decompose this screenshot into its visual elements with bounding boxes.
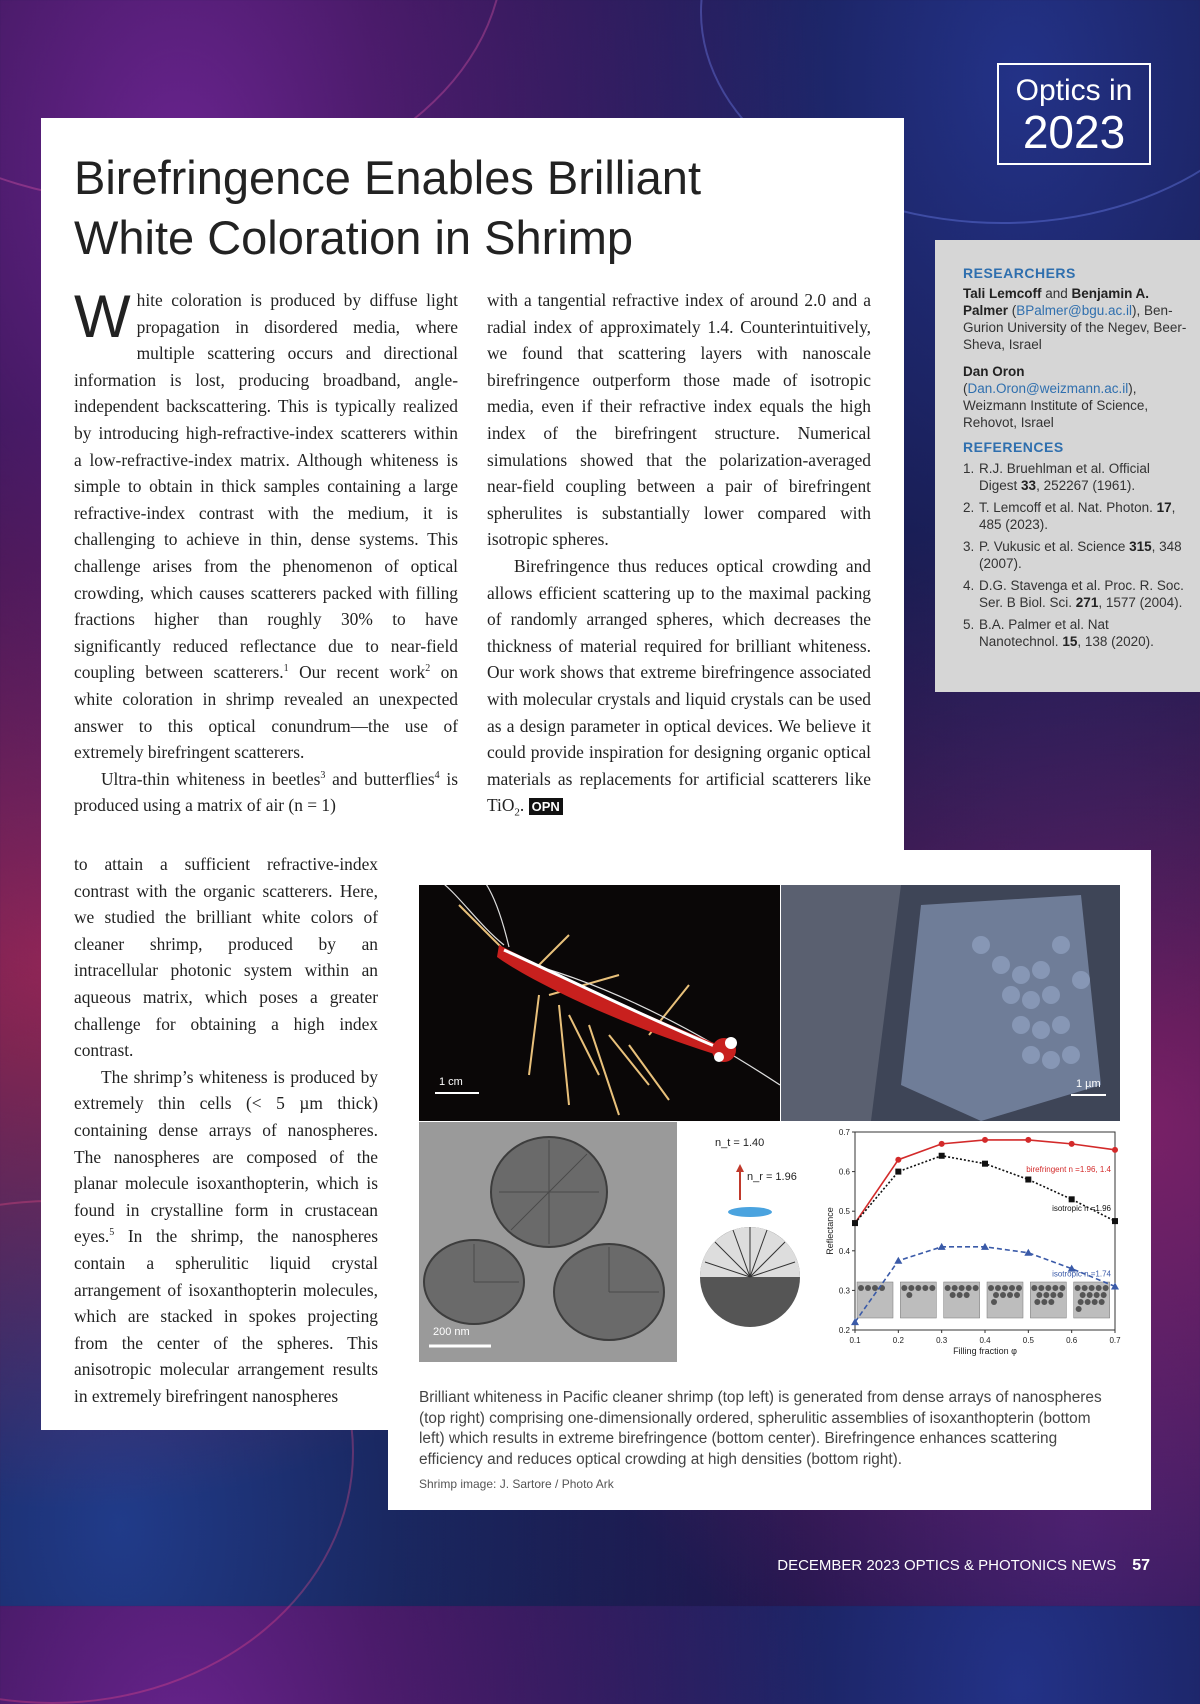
reference-number: 1.	[963, 461, 975, 476]
text: on white coloration in shrimp revealed an unexpected answer to this optical conundrum—the use of extremely birefringent scatterers.	[74, 662, 458, 763]
x-axis-label: Filling fraction φ	[953, 1346, 1017, 1356]
packing-sphere	[1076, 1306, 1082, 1312]
packing-sphere	[1045, 1285, 1051, 1291]
x-tick-label: 0.5	[1022, 1336, 1034, 1345]
sem-micrograph	[781, 885, 1120, 1121]
optics-in-2023-badge	[997, 63, 1151, 165]
y-tick-label: 0.4	[838, 1246, 850, 1256]
legend-label: birefringent n =1.96, 1.4	[1026, 1164, 1111, 1174]
drop-cap: W	[74, 283, 131, 350]
reference-number: 5.	[963, 617, 975, 632]
footer-publication: DECEMBER 2023 OPTICS & PHOTONICS NEWS	[777, 1557, 1117, 1574]
data-point	[982, 1161, 988, 1167]
packing-sphere	[1057, 1292, 1063, 1298]
packing-sphere	[865, 1285, 871, 1291]
tem-micrograph	[419, 1122, 677, 1362]
citation: 3	[320, 769, 326, 781]
packing-sphere	[966, 1285, 972, 1291]
packing-sphere	[1087, 1292, 1093, 1298]
citation: 2	[425, 663, 431, 675]
data-point	[982, 1137, 988, 1143]
packing-sphere	[1009, 1285, 1015, 1291]
paragraph	[74, 766, 458, 819]
packing-sphere	[1096, 1285, 1102, 1291]
packing-sphere	[858, 1285, 864, 1291]
page-footer	[777, 1557, 1150, 1575]
y-tick-label: 0.6	[838, 1167, 850, 1177]
citation: 1	[283, 663, 289, 675]
text: with a tangential refractive index of around 2.0 and a radial index of approximately 1.4. Counterintuitively, we found that scattering layers with nanoscale birefringence outperform those made of isotropic media, even if their refractive index equals the high index of the birefringent structure. Numerical simulations showed that the polarization-averaged near-field coupling between a pair of birefringent spherulites is substantially lower compared with isotropic spheres.	[487, 290, 871, 550]
text: hite coloration is produced by diffuse light propagation in disordered media, where multiple scattering occurs and directional information is lost, producing broadband, angle-independent backscattering. This is typically realized by introducing high-refractive-index scatterers within a low-refractive-index matrix. Although whiteness is simple to obtain in thick samples containing a large refractive-index contrast with the medium, it is challenging to achieve in thin, dense systems. This challenge arises from the phenomenon of optical crowding, which causes scatterers packed with filling fractions higher than roughly 30% to have significantly reduced reflectance due to near-field coupling between scatterers.	[74, 290, 458, 683]
packing-sphere	[1080, 1292, 1086, 1298]
packing-sphere	[1034, 1299, 1040, 1305]
packing-sphere	[1014, 1292, 1020, 1298]
text: and	[1041, 286, 1072, 301]
data-point	[895, 1157, 901, 1163]
opn-end-mark: OPN	[529, 798, 563, 815]
reference-volume: 33	[1021, 478, 1037, 493]
packing-sphere	[1059, 1285, 1065, 1291]
packing-sphere	[1052, 1285, 1058, 1291]
packing-sphere	[1041, 1299, 1047, 1305]
subscript: 2	[514, 806, 520, 819]
affiliation: Ben-Gurion University of the Negev, Beer-Sheva, Israel	[963, 303, 1187, 352]
figure-caption: Brilliant whiteness in Pacific cleaner shrimp (top left) is generated from dense arrays of nanospheres (top right) comprising one-dimensionally ordered, spherulitic assemblies of isoxanthopterin (bottom left) which results in extreme birefringence (bottom center). Birefringence enhances scattering efficiency and reduces optical crowding at high densities (bottom right).	[419, 1389, 1102, 1468]
references-list-wrap	[963, 460, 1185, 655]
reference-item	[963, 538, 1185, 572]
email-link[interactable]: BPalmer@bgu.ac.il	[1016, 303, 1133, 318]
text: and butterflies	[325, 768, 435, 789]
references-heading: REFERENCES	[963, 439, 1064, 455]
data-point	[1025, 1177, 1031, 1183]
y-tick-label: 0.7	[838, 1128, 850, 1137]
scale-bar-label: 200 nm	[433, 1326, 470, 1338]
packing-sphere	[957, 1292, 963, 1298]
packing-sphere	[872, 1285, 878, 1291]
reference-item	[963, 460, 1185, 494]
packing-sphere	[1031, 1285, 1037, 1291]
packing-sphere	[945, 1285, 951, 1291]
packing-sphere	[991, 1299, 997, 1305]
data-point	[1112, 1147, 1118, 1153]
reference-text: , 348 (2007).	[979, 539, 1182, 571]
paragraph	[74, 851, 378, 1064]
reference-item	[963, 499, 1185, 533]
packing-sphere	[1075, 1285, 1081, 1291]
badge-line1: Optics in	[1015, 74, 1133, 107]
text: .	[519, 795, 529, 816]
article-column-1-continued	[74, 851, 378, 1409]
reflectance-chart	[825, 1122, 1121, 1372]
packing-sphere	[1092, 1299, 1098, 1305]
scale-bar-label: 1 cm	[439, 1076, 463, 1088]
x-tick-label: 0.1	[849, 1336, 861, 1345]
packing-sphere	[964, 1292, 970, 1298]
paragraph	[74, 283, 458, 766]
paragraph	[487, 553, 871, 821]
image-credit: Shrimp image: J. Sartore / Photo Ark	[419, 1477, 614, 1491]
text: is produced using a matrix of air (n = 1)	[74, 768, 458, 816]
researcher-name: Dan Oron	[963, 364, 1025, 379]
badge-line2: 2023	[1022, 106, 1126, 158]
y-tick-label: 0.5	[838, 1207, 850, 1217]
packing-sphere	[929, 1285, 935, 1291]
reference-text: R.J. Bruehlman et al. Official Digest	[979, 461, 1150, 493]
x-tick-label: 0.6	[1066, 1336, 1078, 1345]
email-link[interactable]: Dan.Oron@weizmann.ac.il	[967, 381, 1129, 396]
packing-sphere	[988, 1285, 994, 1291]
packing-sphere	[901, 1285, 907, 1291]
reference-number: 3.	[963, 539, 975, 554]
packing-sphere	[908, 1285, 914, 1291]
researcher-name: Tali Lemcoff	[963, 286, 1042, 301]
references-list	[963, 460, 1185, 650]
packing-sphere	[1000, 1292, 1006, 1298]
packing-sphere	[1099, 1299, 1105, 1305]
researchers-heading: RESEARCHERS	[963, 265, 1076, 281]
paragraph	[487, 287, 871, 553]
affiliation: Weizmann Institute of Science, Rehovot, Israel	[963, 398, 1149, 430]
data-point	[1112, 1218, 1118, 1224]
packing-sphere	[1050, 1292, 1056, 1298]
sem-texture	[781, 885, 1120, 1121]
data-point	[894, 1257, 902, 1264]
packing-sphere	[1002, 1285, 1008, 1291]
reference-number: 2.	[963, 500, 975, 515]
reference-text: , 1577 (2004).	[1098, 595, 1183, 610]
reference-text: P. Vukusic et al. Science	[979, 539, 1130, 554]
packing-sphere	[1101, 1292, 1107, 1298]
packing-sphere	[950, 1292, 956, 1298]
reference-number: 4.	[963, 578, 975, 593]
legend-label: isotropic n =1.96	[1052, 1204, 1111, 1214]
sphere-diagram	[695, 1122, 825, 1362]
nr-label: n_r = 1.96	[747, 1171, 797, 1183]
text: Our recent work	[288, 662, 426, 683]
packing-sphere	[993, 1292, 999, 1298]
packing-sphere	[1103, 1285, 1109, 1291]
data-point	[939, 1153, 945, 1159]
researcher-1: Tali Lemcoff and Benjamin A. Palmer (BPalmer@bgu.ac.il), Ben-Gurion University of the Negev, Beer-Sheva, Israel	[963, 286, 1187, 352]
packing-sphere	[1016, 1285, 1022, 1291]
chart-svg	[825, 1122, 1121, 1372]
packing-sphere	[1036, 1292, 1042, 1298]
data-point	[1069, 1141, 1075, 1147]
packing-sphere	[995, 1285, 1001, 1291]
packing-sphere	[1085, 1299, 1091, 1305]
x-tick-label: 0.3	[936, 1336, 948, 1345]
data-point	[1025, 1137, 1031, 1143]
data-point	[852, 1220, 858, 1226]
shrimp-illustration	[419, 885, 780, 1121]
x-tick-label: 0.4	[979, 1336, 991, 1345]
x-tick-label: 0.2	[892, 1336, 904, 1345]
y-tick-label: 0.3	[838, 1286, 850, 1296]
reference-item	[963, 577, 1185, 611]
packing-sphere	[1094, 1292, 1100, 1298]
title-line2: White Coloration in Shrimp	[74, 211, 633, 264]
reference-text: B.A. Palmer et al. Nat Nanotechnol.	[979, 617, 1109, 649]
paragraph	[74, 1064, 378, 1410]
text: In the shrimp, the nanospheres contain a spherulitic liquid crystal arrangement of isoxanthopterin molecules, which are stacked in spokes projecting from the center of the spheres. This anisotropic molecular arrangement results in extremely birefringent nanospheres	[74, 1226, 378, 1406]
packing-sphere	[952, 1285, 958, 1291]
sidebar-panel	[935, 240, 1200, 692]
title-line1: Birefringence Enables Brilliant	[74, 151, 701, 204]
x-tick-label: 0.7	[1109, 1336, 1121, 1345]
y-tick-label: 0.2	[838, 1326, 850, 1335]
data-point	[939, 1141, 945, 1147]
reference-volume: 17	[1156, 500, 1172, 515]
y-axis-label: Reflectance	[825, 1207, 835, 1255]
packing-sphere	[922, 1285, 928, 1291]
packing-sphere	[1038, 1285, 1044, 1291]
citation: 4	[434, 769, 440, 781]
reference-text: , 138 (2020).	[1077, 634, 1154, 649]
text: Ultra-thin whiteness in beetles	[101, 768, 321, 789]
packing-sphere	[1089, 1285, 1095, 1291]
text: to attain a sufficient refractive-index contrast with the organic scatterers. Here, we studied the brilliant white colors of cleaner shrimp, produced by an intracellular photonic system within an aqueous matrix, which poses a greater challenge for obtaining a high index contrast.	[74, 854, 378, 1061]
packing-sphere	[959, 1285, 965, 1291]
reference-text: , 485 (2023).	[979, 500, 1176, 532]
data-point	[1069, 1196, 1075, 1202]
packing-sphere	[1048, 1299, 1054, 1305]
text: The shrimp’s whiteness is produced by extremely thin cells (< 5 µm thick) containing dense arrays of nanospheres. The nanospheres are composed of the planar molecule isoxanthopterin, which is found in crystalline form in crustacean eyes.	[74, 1066, 378, 1247]
reference-volume: 15	[1062, 634, 1078, 649]
packing-sphere	[973, 1285, 979, 1291]
birefringence-diagram	[695, 1122, 825, 1362]
packing-sphere	[915, 1285, 921, 1291]
reference-volume: 315	[1129, 539, 1152, 554]
legend-label: isotropic n =1.74	[1052, 1269, 1111, 1279]
packing-sphere	[1082, 1285, 1088, 1291]
packing-sphere	[1043, 1292, 1049, 1298]
scale-bar-label: 1 µm	[1076, 1078, 1101, 1090]
researcher-2: Dan Oron (Dan.Oron@weizmann.ac.il), Weizmann Institute of Science, Rehovot, Israel	[963, 364, 1149, 430]
text: Birefringence thus reduces optical crowding and allows efficient scattering up to the maximal packing of randomly arranged spheres, which decreases the thickness of material required for brilliant whiteness. Our work shows that extreme birefringence associated with molecular crystals and liquid crystals can be used as a design parameter in optical devices. We believe it could provide inspiration for designing organic optical materials as replacements for artificial scatterers like TiO	[487, 555, 871, 816]
researcher-name: Benjamin A. Palmer	[963, 286, 1150, 318]
reference-volume: 271	[1075, 595, 1099, 610]
data-point	[895, 1169, 901, 1175]
reference-item	[963, 616, 1185, 650]
article-column-2	[487, 287, 871, 821]
article-column-1	[74, 283, 458, 819]
nt-label: n_t = 1.40	[715, 1137, 765, 1149]
article-title	[74, 148, 834, 268]
packing-sphere	[1078, 1299, 1084, 1305]
reference-text: D.G. Stavenga et al. Proc. R. Soc. Ser. B Biol. Sci.	[979, 578, 1184, 610]
page-number: 57	[1132, 1557, 1150, 1574]
packing-sphere	[1007, 1292, 1013, 1298]
citation: 5	[109, 1227, 115, 1239]
reference-text: , 252267 (1961).	[1036, 478, 1136, 493]
packing-sphere	[906, 1292, 912, 1298]
reference-text: T. Lemcoff et al. Nat. Photon.	[979, 500, 1157, 515]
shrimp-photo	[419, 885, 780, 1121]
